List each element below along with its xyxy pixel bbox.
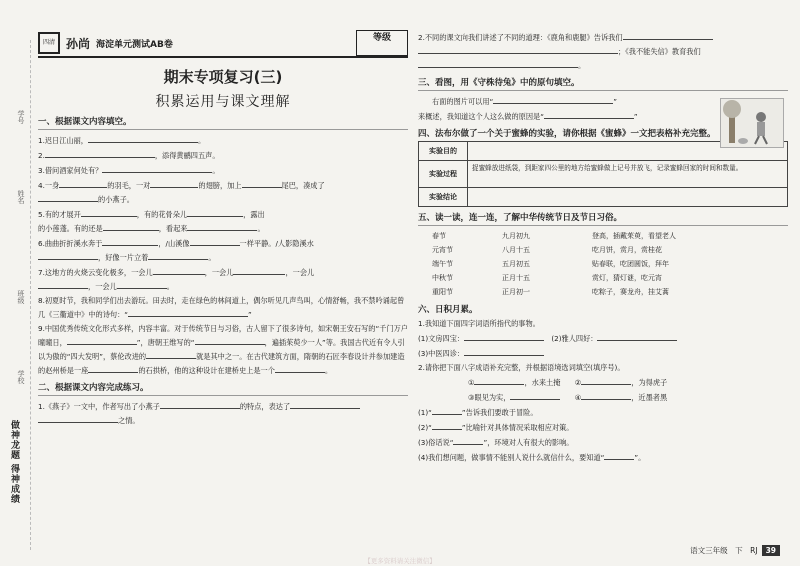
section-heading: 六、日积月累。 xyxy=(418,305,478,315)
festival-name: 重阳节 xyxy=(432,288,453,296)
answer-blank[interactable] xyxy=(103,221,159,231)
question-text: (1)“ xyxy=(418,408,432,417)
question-text: ，为得虎子 xyxy=(631,378,668,387)
question-text: ④ xyxy=(574,393,582,402)
question-text: ，看起来 xyxy=(158,224,188,233)
festival-date: 九月初九 xyxy=(502,232,530,240)
question xyxy=(38,178,408,206)
question-text: 2. xyxy=(38,151,45,160)
question-text: 右面的图片可以用“ xyxy=(432,97,494,106)
field-school: 学校 xyxy=(17,370,25,384)
question-text: 就是其中之一。在古代建筑方面，隋朝的石匠李春设计并参加建造的赵州桥是一座 xyxy=(38,352,405,375)
table-row-header: 实验结论 xyxy=(419,188,468,206)
question-text: 尾巴，凑成了 xyxy=(281,181,325,190)
answer-blank[interactable] xyxy=(38,192,98,202)
answer-blank[interactable] xyxy=(290,399,360,409)
table-row-header: 实验目的 xyxy=(419,142,468,160)
question-text: 3.借问酒家何处有？ xyxy=(38,166,103,175)
answer-blank[interactable] xyxy=(581,390,631,400)
subject-label: 语文三年级 下 RJ xyxy=(690,546,758,555)
festival-date: 五月初五 xyxy=(502,260,530,268)
question-text: ，水来土掩 xyxy=(524,378,561,387)
question-text: 的翅膀，加上 xyxy=(198,181,242,190)
answer-blank[interactable] xyxy=(581,375,631,385)
table-cell[interactable] xyxy=(468,188,787,206)
fold-line xyxy=(30,40,31,550)
question xyxy=(418,109,708,123)
answer-blank[interactable] xyxy=(160,399,240,409)
field-name: 姓名 xyxy=(17,190,25,204)
question: 7.这地方的火烧云变化极多，一会儿 ，一会儿 ，一会儿 ，一会儿 。 xyxy=(38,265,408,293)
answer-blank[interactable] xyxy=(242,178,282,188)
festival-name: 元宵节 xyxy=(432,246,453,254)
question-text: 的特点，表达了 xyxy=(239,402,291,411)
question-text: 8.初夏时节，我和同学们出去游玩。田去时，走在绿色的林间道上，偶尔听见几声鸟叫，心情舒畅，我不禁吟诵起曾几《三衢道中》中的诗句：“ xyxy=(38,296,405,319)
answer-blank[interactable] xyxy=(493,94,613,104)
question-text: ，/山溪像 xyxy=(158,239,190,248)
answer-blank[interactable] xyxy=(187,207,243,217)
question xyxy=(418,375,788,389)
question-text: 2.不同的课文向我们讲述了不同的道理：《鹿角和鹿腿》告诉我们 xyxy=(418,33,623,42)
question-text: ，一会儿 xyxy=(285,268,315,277)
question-text: ，露出 xyxy=(243,210,265,219)
question xyxy=(38,148,408,162)
question xyxy=(418,390,788,404)
question-text: 5.有的才展开 xyxy=(38,210,81,219)
question: 6.曲曲折折溪水奔于 ，/山溪像 一样平静。/人影隐溪水 ，好像一片立着 。 xyxy=(38,236,408,264)
answer-blank[interactable] xyxy=(150,178,198,188)
answer-blank[interactable] xyxy=(464,331,544,341)
question-text: (1)文房四宝： xyxy=(418,334,465,343)
question-text: 的小燕子。 xyxy=(98,195,134,204)
left-column xyxy=(38,30,408,428)
question-text: ”，唐朝王维写的“ xyxy=(136,338,195,347)
question-text: ” xyxy=(613,97,617,106)
festival-row[interactable] xyxy=(418,243,788,257)
table-row xyxy=(419,188,787,206)
answer-blank[interactable] xyxy=(38,250,98,260)
slogan: 做神龙题 得神成绩 xyxy=(9,420,19,505)
answer-blank[interactable] xyxy=(102,163,212,173)
page-footer xyxy=(690,545,780,556)
watermark: 【更多资料请关注微信】 xyxy=(364,557,436,565)
question-text: 的羽毛，一对 xyxy=(107,181,151,190)
question xyxy=(418,450,788,464)
question xyxy=(418,346,788,360)
answer-blank[interactable] xyxy=(453,435,483,445)
question-text: 7.这地方的火烧云变化极多，一会儿 xyxy=(38,268,153,277)
answer-blank[interactable] xyxy=(128,307,248,317)
question-text: ”比喻针对具体情况采取相应对策。 xyxy=(461,423,574,432)
question: 5.有的才展开 ，有的花骨朵儿 ，露出 的小莲蓬。有的还是 ，看起来 。 xyxy=(38,207,408,235)
question-text: ，遍插茱萸少一人”等。我国古代近有令人引以为傲的“四大发明”，蔡伦改进的 xyxy=(38,338,405,361)
table-row-header: 实验过程 xyxy=(419,161,468,187)
question-text: 6.曲曲折折溪水奔于 xyxy=(38,239,103,248)
question-text: (3)中医四诊： xyxy=(418,349,465,358)
question-text: ” xyxy=(247,310,252,319)
question: 3.借问酒家何处有？ 。 xyxy=(38,163,408,177)
answer-blank[interactable] xyxy=(432,405,462,415)
answer-blank[interactable] xyxy=(544,109,634,119)
answer-blank[interactable] xyxy=(81,207,137,217)
table-cell: 捉蜜蜂放进纸袋，到距家四公里的地方给蜜蜂做上记号并放飞，记录蜜蜂回家的时间和数量。 xyxy=(472,164,743,172)
section-heading: 三、看图，用《守株待兔》中的原句填空。 xyxy=(418,78,580,88)
brand-header xyxy=(38,30,408,58)
answer-blank[interactable] xyxy=(67,335,137,345)
answer-blank[interactable] xyxy=(604,450,634,460)
page-title: 期末专项复习(三) xyxy=(163,68,283,86)
question-text: 4.一身 xyxy=(38,181,60,190)
festival-custom: 贴春联，吃团圆饭，拜年 xyxy=(592,260,669,268)
festival-custom: 吃月饼，赏月，赏桂花 xyxy=(592,246,662,254)
answer-blank[interactable] xyxy=(432,420,462,430)
section-heading: 二、根据课文内容完成练习。 xyxy=(38,383,149,393)
question xyxy=(38,294,408,321)
question-text: ；《我不能失信》教育我们 xyxy=(618,47,701,56)
question xyxy=(38,399,408,427)
question-text: (4)我们想问题，做事情不能别人说什么就信什么，要知道“ xyxy=(418,453,605,462)
question-text: (3)俗话说“ xyxy=(418,438,454,447)
question xyxy=(418,420,788,434)
question: 1.迟日江山丽， 。 xyxy=(38,133,408,147)
brand-logo: 四清 xyxy=(38,32,60,54)
answer-blank[interactable] xyxy=(88,133,198,143)
divider xyxy=(418,225,788,226)
question xyxy=(38,322,408,377)
section-heading: 四、法布尔做了一个关于蜜蜂的实验，请你根据《蜜蜂》一文把表格补充完整。 xyxy=(418,129,716,139)
question-text: (2)“ xyxy=(418,423,432,432)
divider xyxy=(38,129,408,130)
answer-blank[interactable] xyxy=(102,236,158,246)
question-text: ，近墨者黑 xyxy=(631,393,668,402)
question-text: (2)雅人四好： xyxy=(551,334,598,343)
answer-blank[interactable] xyxy=(117,279,167,289)
answer-blank[interactable] xyxy=(59,178,107,188)
answer-blank[interactable] xyxy=(38,279,88,289)
festival-row[interactable] xyxy=(418,271,788,285)
brand-name: 孙尚 xyxy=(66,36,91,51)
page-number: 39 xyxy=(762,545,780,556)
answer-blank[interactable] xyxy=(153,265,205,275)
answer-blank[interactable] xyxy=(88,363,138,373)
question-text: 来概述，我知道这个人这么做的原因是“ xyxy=(418,112,544,121)
grade-label: 等级 xyxy=(372,33,391,43)
answer-blank[interactable] xyxy=(148,250,208,260)
festival-custom: 登高，插戴茱萸，看望老人 xyxy=(592,232,676,240)
section-heading: 五、读一读，连一连，了解中华传统节日及节日习俗。 xyxy=(418,213,623,223)
divider xyxy=(418,90,788,91)
question xyxy=(418,317,788,330)
festival-row[interactable] xyxy=(418,257,788,271)
question-text: 的小莲蓬。有的还是 xyxy=(38,224,103,233)
rabbit-tree-illustration xyxy=(720,98,784,148)
answer-blank[interactable] xyxy=(45,148,155,158)
right-column xyxy=(418,30,788,465)
question-text: ，有的花骨朵儿 xyxy=(136,210,188,219)
binding-margin xyxy=(6,40,36,560)
festival-row[interactable] xyxy=(418,285,788,299)
festival-date: 八月十五 xyxy=(502,246,530,254)
answer-blank[interactable] xyxy=(146,349,196,359)
question-text: 1.《燕子》一文中，作者写出了小燕子 xyxy=(38,402,160,411)
answer-blank[interactable] xyxy=(597,331,677,341)
question-text: 之情。 xyxy=(118,416,140,425)
divider xyxy=(38,395,408,396)
question-text: ① xyxy=(468,378,475,387)
question-text: ，一会儿 xyxy=(204,268,234,277)
question: 2.不同的课文向我们讲述了不同的道理：《鹿角和鹿腿》告诉我们 ；《我不能失信》教育我们 。 xyxy=(418,30,788,72)
question xyxy=(418,94,722,108)
answer-blank[interactable] xyxy=(195,335,265,345)
answer-blank[interactable] xyxy=(510,390,560,400)
experiment-table xyxy=(418,141,788,207)
festival-custom: 赏灯，猜灯谜，吃元宵 xyxy=(592,274,662,282)
question-text: 9.中国优秀传统文化形式多样，内容丰富。对于传统节日与习俗，古人留下了很多诗句，如宋朝王安石写的“千门万户曈曈日， xyxy=(38,324,408,347)
grade-box xyxy=(356,30,408,56)
answer-blank[interactable] xyxy=(38,413,118,423)
answer-blank[interactable] xyxy=(187,221,257,231)
festival-custom: 吃粽子，赛龙舟，挂艾蒿 xyxy=(592,288,669,296)
answer-blank[interactable] xyxy=(418,58,578,68)
question-text: ，一会儿 xyxy=(88,282,117,291)
table-row xyxy=(419,161,787,188)
festival-date: 正月十五 xyxy=(502,274,530,282)
question xyxy=(418,331,788,345)
question xyxy=(418,361,788,374)
field-student-number: 学号 xyxy=(17,110,25,124)
question-text: ”，环境对人有很大的影响。 xyxy=(483,438,574,447)
answer-blank[interactable] xyxy=(474,375,524,385)
answer-blank[interactable] xyxy=(233,265,285,275)
festival-name: 端午节 xyxy=(432,260,453,268)
question-text: ”告诉我们要敢于冒险。 xyxy=(461,408,538,417)
festival-row[interactable] xyxy=(418,229,788,243)
question-text: 1.我知道下面四字词语所指代的事物。 xyxy=(418,319,540,328)
question-text: 。 xyxy=(324,366,333,375)
question-text: ”。 xyxy=(634,453,646,462)
question xyxy=(418,435,788,449)
answer-blank[interactable] xyxy=(275,363,325,373)
question-text: ② xyxy=(574,378,582,387)
answer-blank[interactable] xyxy=(623,30,713,40)
festival-name: 春节 xyxy=(432,232,446,240)
question-text: ③眼见为实， xyxy=(468,393,511,402)
festival-name: 中秋节 xyxy=(432,274,453,282)
question-text: 1.迟日江山丽， xyxy=(38,136,88,145)
answer-blank[interactable] xyxy=(190,236,240,246)
series-name: 海淀单元测试AB卷 xyxy=(96,39,173,50)
question-text: ” xyxy=(633,112,638,121)
field-class: 班级 xyxy=(17,290,25,304)
section-heading: 一、根据课文内容填空。 xyxy=(38,117,132,127)
answer-blank[interactable] xyxy=(418,44,618,54)
question-text: ，添得黄鹂四五声。 xyxy=(154,151,220,160)
page-subtitle: 积累运用与课文理解 xyxy=(155,94,291,110)
question-text: 的石拱桥，他的这种设计在建桥史上是一个 xyxy=(138,366,275,375)
question-text: ，好像一片立着 xyxy=(98,253,149,262)
question-text: 一样平静。/人影隐溪水 xyxy=(239,239,314,248)
answer-blank[interactable] xyxy=(464,346,544,356)
question-text: 2.请你把下面八字成语补充完整，并根据语境选词填空(填序号)。 xyxy=(418,363,625,372)
festival-date: 正月初一 xyxy=(502,288,530,296)
question xyxy=(418,405,788,419)
